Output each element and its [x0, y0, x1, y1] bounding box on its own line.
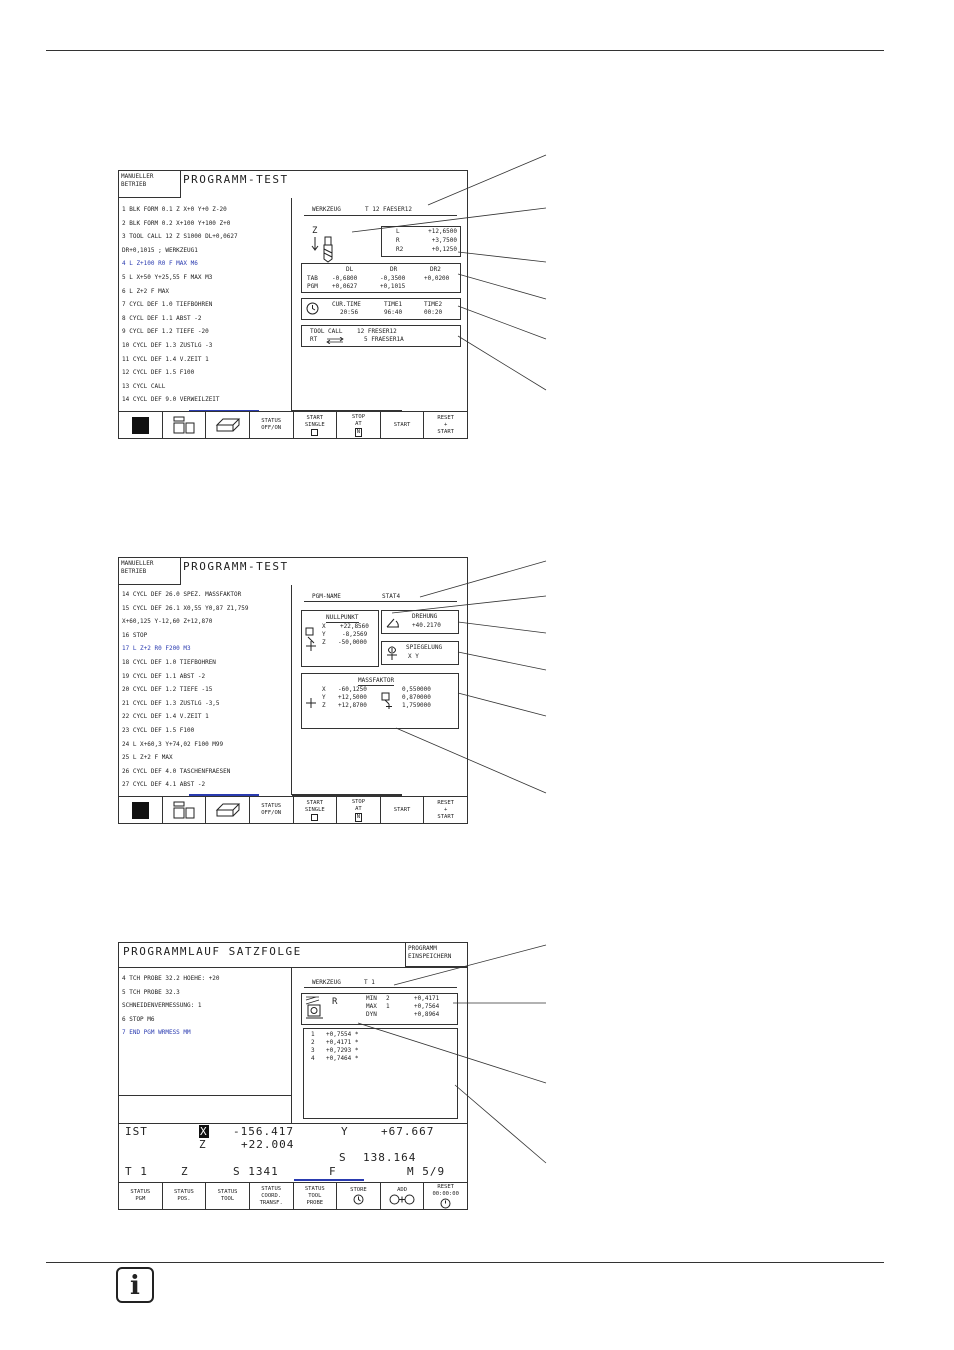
min-value: +0,4171 [414, 995, 440, 1002]
feed: F [329, 1165, 337, 1178]
softkey-label: + [444, 806, 448, 813]
program-line[interactable]: 14 CYCL DEF 26.0 SPEZ. MASSFAKTOR [122, 591, 242, 598]
massfaktor-title: MASSFAKTOR [358, 677, 395, 684]
dyn-label: DYN [366, 1011, 377, 1018]
leader-line [458, 252, 546, 262]
toolcall-label: TOOL CALL [310, 328, 343, 335]
softkey-label: STATUS [217, 1189, 238, 1195]
softkey-label: RESET [437, 799, 454, 806]
program-line-active[interactable]: 7 END PGM WRMESS MM [122, 1029, 191, 1037]
info-icon: i [116, 1267, 154, 1303]
leader-line [458, 652, 546, 670]
time-2: 00:20 [424, 309, 443, 316]
nullpunkt-title: NULLPUNKT [326, 614, 359, 621]
dyn-value: +0,8964 [414, 1011, 440, 1018]
max-n: 1 [386, 1003, 390, 1010]
softkey-label: START [437, 813, 454, 820]
result-n: 3 [311, 1047, 315, 1054]
pgm-dl: +0,0627 [332, 283, 358, 290]
spindle-speed: S 1341 [233, 1165, 279, 1178]
softkey-label: STATUS [174, 1189, 194, 1195]
tool-value: T 1 [364, 979, 375, 986]
toolcall-value: 12 FRESER12 [357, 328, 397, 335]
L-value: +12,6500 [428, 228, 457, 235]
softkey-label: AT [355, 805, 362, 812]
mode-line-1: PROGRAMM [408, 945, 437, 952]
softkey-label: STATUS [261, 803, 282, 809]
program-line[interactable]: 8 CYCL DEF 1.1 ABST -2 [122, 314, 202, 322]
leader-line [458, 622, 546, 633]
page-title: PROGRAMM-TEST [183, 560, 289, 573]
result-value: +0,4171 * [326, 1039, 359, 1046]
z-value: +22.004 [241, 1138, 295, 1151]
softkey-label: START [393, 806, 411, 813]
softkey-label: STOP [351, 798, 366, 805]
softkey-label: 00:00:00 [432, 1190, 459, 1197]
program-line-active[interactable]: 4 L Z+100 R0 F MAX M6 [122, 260, 198, 268]
program-line[interactable]: 2 BLK FORM 0.2 X+100 Y+100 Z+0 [122, 219, 231, 227]
mf-y2: 0,870000 [402, 694, 431, 701]
program-line[interactable]: X+60,125 Y-12,60 Z+12,870 [122, 618, 213, 626]
program-line[interactable]: 21 CYCL DEF 1.3 ZUSTLG -3,5 [122, 699, 220, 707]
softkey-label: START [393, 421, 411, 428]
np-y: -8,2569 [342, 631, 368, 638]
mode-line-2: BETRIEB [121, 181, 147, 188]
softkey-label: TOOL [308, 1192, 322, 1199]
mf-x1: -60,1250 [338, 686, 367, 693]
mf-y1: +12,5000 [338, 694, 367, 701]
softkey-label: ADD [397, 1187, 408, 1193]
pgm-dr: +0,1015 [380, 283, 406, 290]
mode-line-1: MANUELLER [121, 173, 154, 180]
program-line[interactable]: SCHNEIDENVERMESSUNG: 1 [122, 1002, 202, 1010]
softkey-label: COORD. [261, 1192, 282, 1199]
mode-line-1: MANUELLER [121, 560, 154, 567]
softkey-label: TRANSF. [259, 1199, 283, 1206]
softkey-label: STATUS [261, 418, 282, 424]
softkey-label: OFF/ON [261, 425, 282, 431]
time-1: 96:40 [384, 309, 403, 316]
leader-line [396, 728, 546, 793]
program-line[interactable]: 7 CYCL DEF 1.0 TIEFBOHREN [122, 301, 213, 309]
tab-dr: -0,3500 [380, 275, 406, 282]
result-n: 4 [311, 1055, 315, 1062]
program-line[interactable]: 5 TCH PROBE 32.3 [122, 988, 180, 996]
mf-z2: 1,759000 [402, 702, 431, 709]
pgm-label: PGM [307, 283, 318, 290]
R-value: +3,7500 [431, 237, 457, 244]
ist-label: IST [125, 1125, 148, 1138]
min-n: 2 [386, 995, 390, 1002]
program-line[interactable]: 23 CYCL DEF 1.5 F100 [122, 726, 195, 734]
tab-dl: -0,6800 [332, 275, 358, 282]
R-label: R [396, 237, 400, 244]
np-y-label: Y [322, 631, 326, 638]
softkey-label: AT [355, 420, 362, 427]
program-line[interactable]: 26 CYCL DEF 4.0 TASCHENFRAESEN [122, 767, 231, 775]
program-line[interactable]: 14 CYCL DEF 9.0 VERWEILZEIT [122, 396, 220, 404]
softkey-label: + [444, 421, 448, 428]
program-line[interactable]: 22 CYCL DEF 1.4 V.ZEIT 1 [122, 713, 209, 721]
leader-line [428, 155, 546, 205]
softkey-label: STATUS [261, 1185, 282, 1192]
max-label: MAX [366, 1003, 377, 1010]
program-line[interactable]: 6 L Z+2 F MAX [122, 287, 169, 295]
program-line[interactable]: 25 L Z+2 F MAX [122, 754, 173, 762]
program-line[interactable]: 1 BLK FORM 0.1 Z X+0 Y+0 Z-20 [122, 206, 227, 213]
np-x: +22,8560 [340, 623, 369, 630]
program-line[interactable]: 10 CYCL DEF 1.3 ZUSTLG -3 [122, 341, 213, 349]
softkey-label: PROBE [306, 1199, 324, 1206]
result-value: +0,7464 * [326, 1055, 359, 1062]
program-line[interactable]: 9 CYCL DEF 1.2 TIEFE -20 [122, 328, 209, 336]
tool-header-value: T 12 FAESER12 [365, 206, 412, 213]
max-value: +0,7564 [414, 1003, 440, 1010]
tool-axis: Z [312, 226, 318, 236]
softkey-label: START [437, 428, 454, 435]
softkey-label: SINGLE [304, 806, 325, 813]
leader-line [392, 596, 546, 613]
np-z: -50,0000 [338, 639, 367, 646]
leader-line [458, 274, 546, 299]
x-axis-label: X [200, 1125, 208, 1138]
program-line[interactable]: 12 CYCL DEF 1.5 F100 [122, 369, 195, 377]
tool-number: T 1 [125, 1165, 148, 1178]
spiegelung-value: X Y [408, 653, 419, 660]
program-line[interactable]: 4 TCH PROBE 32.2 HOEHE: +20 [122, 975, 220, 982]
rt-value: 5 FRAESER1A [364, 336, 404, 343]
program-line[interactable]: 15 CYCL DEF 26.1 X0,55 Y0,87 Z1,759 [122, 604, 249, 612]
leader-line [358, 1023, 546, 1083]
leader-line [352, 208, 546, 232]
mf-z-label: Z [322, 702, 326, 709]
softkey-label: POS. [177, 1196, 191, 1202]
R2-value: +0,1250 [431, 246, 457, 253]
mode-line-2: BETRIEB [121, 568, 147, 575]
L-label: L [396, 228, 400, 235]
program-line[interactable]: 19 CYCL DEF 1.1 ABST -2 [122, 672, 206, 680]
softkey-label: SINGLE [304, 421, 325, 428]
spiegelung-title: SPIEGELUNG [406, 644, 443, 651]
softkey-label: OFF/ON [261, 810, 282, 816]
leader-line [455, 1085, 546, 1163]
pgm-name-value: STAT4 [382, 593, 401, 600]
delta-header-dr: DR [390, 266, 398, 273]
delta-header-dr2: DR2 [430, 266, 441, 273]
softkey-label: TOOL [220, 1196, 235, 1202]
tool-header-label: WERKZEUG [312, 206, 341, 213]
softkey-label: RESET [437, 414, 454, 421]
y-axis-label: Y [341, 1125, 349, 1138]
x-value: -156.417 [233, 1125, 294, 1138]
time-header-2: TIME2 [424, 301, 443, 308]
program-line[interactable]: 24 L X+60,3 Y+74,02 F100 M99 [122, 740, 224, 748]
softkey-label: N [356, 813, 361, 820]
np-z-label: Z [322, 639, 326, 646]
program-line[interactable]: 20 CYCL DEF 1.2 TIEFE -15 [122, 686, 213, 694]
leader-line [394, 945, 546, 985]
softkey-label: STORE [350, 1187, 367, 1193]
leader-line [458, 306, 546, 339]
rt-label: RT [310, 336, 318, 343]
softkey-label: RESET [437, 1183, 454, 1190]
mf-x2: 0,550000 [402, 686, 431, 693]
program-line[interactable]: 27 CYCL DEF 4.1 ABST -2 [122, 781, 206, 789]
page-title: PROGRAMMLAUF SATZFOLGE [123, 945, 302, 958]
program-line[interactable]: 18 CYCL DEF 1.0 TIEFBOHREN [122, 658, 216, 666]
y-value: +67.667 [381, 1125, 435, 1138]
softkey-label: N [356, 428, 361, 435]
m-function: M 5/9 [407, 1165, 446, 1178]
mode-line-2: EINSPEICHERN [408, 953, 452, 960]
softkey-label: START [306, 799, 324, 806]
result-value: +0,7293 * [326, 1047, 359, 1054]
tool-label: WERKZEUG [312, 979, 341, 986]
program-line[interactable]: 11 CYCL DEF 1.4 V.ZEIT 1 [122, 355, 209, 363]
z-axis-label: Z [199, 1138, 207, 1151]
softkey-label: STATUS [304, 1185, 325, 1192]
page-title: PROGRAMM-TEST [183, 173, 289, 186]
min-label: MIN [366, 995, 377, 1002]
leader-line [420, 561, 546, 597]
result-n: 2 [311, 1039, 315, 1046]
program-line[interactable]: DR+0,1015 ; WERKZEUG1 [122, 246, 198, 254]
time-header-cur: CUR.TIME [332, 301, 361, 308]
s-label: S [339, 1151, 347, 1164]
time-cur: 20:56 [340, 309, 359, 316]
np-x-label: X [322, 623, 326, 630]
mf-z1: +12,8700 [338, 702, 367, 709]
program-line[interactable]: 5 L X+50 Y+25,55 F MAX M3 [122, 273, 213, 281]
s-value: 138.164 [363, 1151, 417, 1164]
softkey-label: STOP [351, 413, 366, 420]
drehung-title: DREHUNG [412, 613, 438, 620]
result-value: +0,7554 * [326, 1031, 359, 1038]
delta-header-dl: DL [346, 266, 354, 273]
program-line[interactable]: 16 STOP [122, 631, 148, 639]
program-line[interactable]: 13 CYCL CALL [122, 382, 166, 390]
result-n: 1 [311, 1031, 315, 1038]
program-line-active[interactable]: 17 L Z+2 R0 F200 M3 [122, 645, 191, 653]
tab-label: TAB [307, 275, 318, 282]
pgm-name-label: PGM-NAME [312, 593, 341, 600]
program-line[interactable]: 6 STOP M6 [122, 1015, 155, 1023]
R2-label: R2 [396, 246, 404, 253]
mf-y-label: Y [322, 694, 326, 701]
probe-r: R [332, 997, 338, 1007]
tool-axis: Z [181, 1165, 189, 1178]
softkey-label: PGM [135, 1196, 146, 1202]
softkey-label: START [306, 414, 324, 421]
time-header-1: TIME1 [384, 301, 403, 308]
program-line[interactable]: 3 TOOL CALL 12 Z S1000 DL+0,0627 [122, 233, 238, 241]
tab-dr2: +0,0200 [424, 275, 450, 282]
drehung-value: +40.2170 [412, 622, 441, 629]
softkey-label: STATUS [130, 1189, 151, 1195]
leader-line [458, 336, 546, 390]
mf-x-label: X [322, 686, 326, 693]
leader-line [458, 693, 546, 716]
